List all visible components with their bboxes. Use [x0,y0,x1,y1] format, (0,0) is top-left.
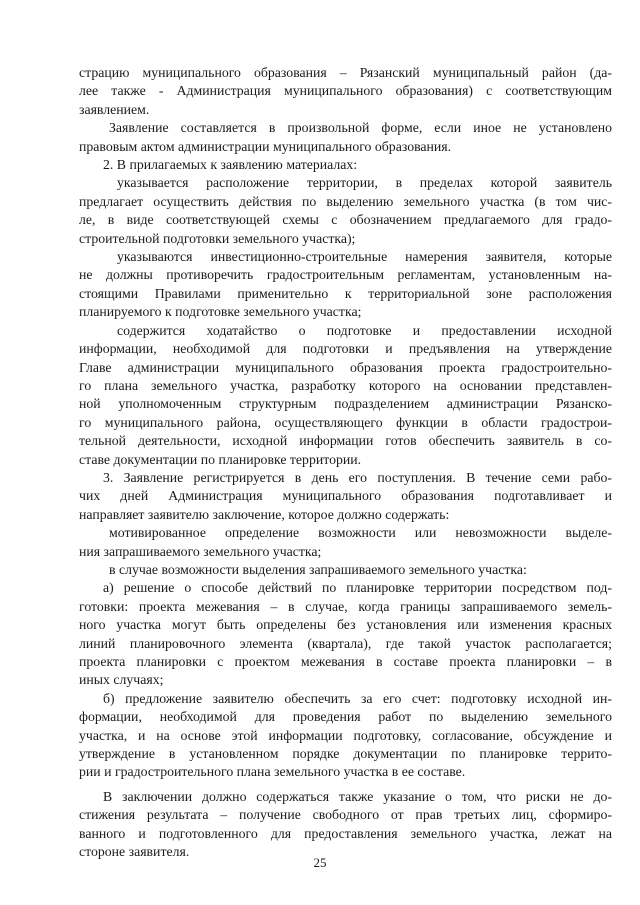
text-line: го плана земельного участка, разработку которого на основании представлен- [79,377,612,393]
text-line: 2. В прилагаемых к заявлению материалах: [103,157,358,173]
paragraph [79,524,612,561]
text-line: лее также - Администрация муниципального образования) с соответствующим [79,83,612,99]
text-line: чих дней Администрация муниципального образования подготавливает и [79,488,612,504]
text-line: ния запрашиваемого земельного участка; [79,543,322,559]
paragraph [79,690,612,782]
text-line: Заявление составляется в произвольной форме, если иное не установлено [109,120,612,136]
text-line: б) предложение заявителю обеспечить за его счет: подготовку исходной ин- [103,690,612,706]
text-line: указывается расположение территории, в пределах которой заявитель [117,175,612,191]
text-line: иных случаях; [79,672,164,688]
paragraph [79,322,612,469]
text-line: формации, необходимой для проведения работ по выделению земельного [79,709,612,725]
text-line: тельной деятельности, исходной информации готов обеспечить заявитель в со- [79,433,612,449]
text-line: мотивированное определение возможности или невозможности выделе- [109,525,612,541]
text-line: ванного и подготовленного для предоставления земельного участка, лежат на [79,825,612,841]
paragraph [79,156,612,174]
text-line: указываются инвестиционно-строительные намерения заявителя, которые [117,249,612,265]
text-line: предлагает осуществить действия по выделению земельного участка (в том чис- [79,193,612,209]
text-line: информации, необходимой для подготовки и предъявления на утверждение [79,341,612,357]
paragraph [79,64,612,119]
paragraph [79,788,612,862]
paragraph [79,119,612,156]
document-body [79,64,612,861]
paragraph [79,469,612,524]
paragraph [79,561,612,579]
paragraph [79,579,612,689]
text-line: стижения результата – получение свободного от прав третьих лиц, сформиро- [79,807,612,823]
text-line: го муниципального района, осуществляющего функции в области градострои- [79,414,612,430]
text-line: ставе документации по планировке территории. [79,451,362,467]
text-line: стоящими Правилами применительно к территориальной зоне расположения [79,285,612,301]
text-line: Главе администрации муниципального образования проекта градостроительно- [79,359,612,375]
text-line: содержится ходатайство о подготовке и предоставлении исходной [117,322,612,338]
text-line: а) решение о способе действий по планировке территории посредством под- [103,580,612,596]
text-line: правовым актом администрации муниципального образования. [79,138,452,154]
text-line: в случае возможности выделения запрашиваемого земельного участка: [109,561,527,577]
text-line: направляет заявителю заключение, которое должно содержать: [79,506,450,522]
text-line: заявлением. [79,101,150,117]
paragraph [79,174,612,248]
text-line: 3. Заявление регистрируется в день его поступления. В течение семи рабо- [103,469,612,485]
text-line: планируемого к подготовке земельного участка; [79,304,362,320]
text-line: линий планировочного элемента (квартала), где такой участок располагается; [79,635,612,651]
text-line: не должны противоречить градостроительным регламентам, установленным на- [79,267,612,283]
text-line: ле, в виде соответствующей схемы с обозначением предлагаемого для градо- [79,212,612,228]
text-line: участка, и на основе этой информации подготовку, согласование, обсуждение и [79,727,612,743]
text-line: стороне заявителя. [79,844,190,860]
text-line: строительной подготовки земельного участка); [79,230,356,246]
text-line: рии и градостроительного плана земельного участка в ее составе. [79,764,466,780]
text-line: готовки: проекта межевания – в случае, когда границы запрашиваемого земель- [79,598,612,614]
page-number: 25 [313,855,327,870]
text-line: утверждение в установленном порядке документации по планировке террито- [79,746,612,762]
text-line: ной уполномоченным структурным подразделением администрации Рязанско- [79,396,612,412]
paragraph [79,248,612,322]
text-line: проекта планировки с проектом межевания в составе проекта планировки – в [79,654,612,669]
text-line: страцию муниципального образования – Рязанский муниципальный район (да- [79,65,612,80]
text-line: В заключении должно содержаться также указание о том, что риски не до- [103,788,612,804]
text-line: ного участка могут быть определены без установления или изменения красных [79,617,612,633]
